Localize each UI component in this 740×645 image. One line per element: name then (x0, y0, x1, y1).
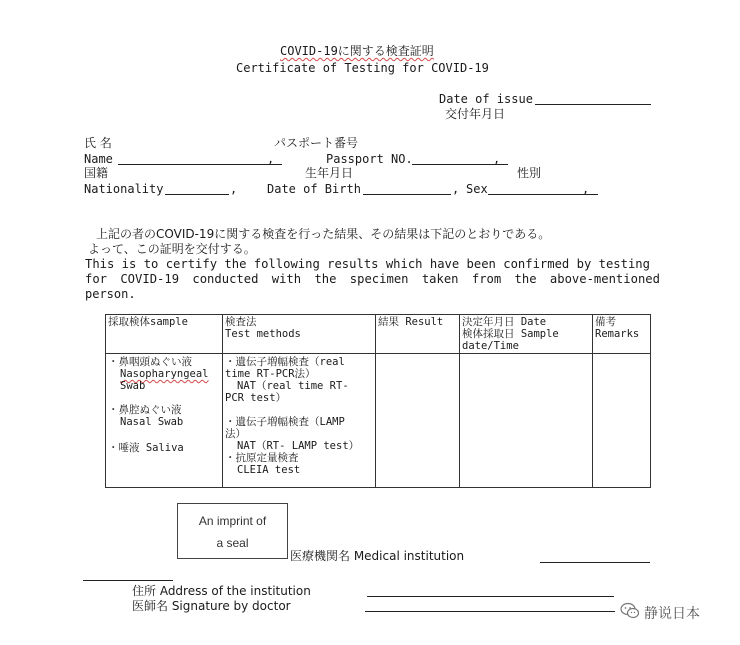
method-antigen-jp: ・抗原定量検査 (225, 452, 299, 464)
date-cell (460, 354, 593, 488)
address-label: 住所 Address of the institution (132, 584, 311, 598)
dob-comma: , (452, 182, 460, 196)
wechat-icon (620, 602, 640, 624)
header-remarks: 備考 Remarks (593, 315, 651, 354)
nationality-comma: , (230, 182, 238, 196)
passport-label: Passport NO. (326, 152, 413, 166)
method-pcr-jp-cont: time RT-PCR法） (225, 368, 316, 380)
nationality-label: Nationality (84, 182, 164, 196)
remarks-cell (593, 354, 651, 488)
sample-cell (106, 354, 223, 488)
method-lamp-en: NAT（RT- LAMP test） (237, 440, 360, 452)
table-header-row (106, 315, 651, 354)
sex-label: Sex (466, 182, 488, 196)
header-result: 結果 Result (376, 315, 460, 354)
sample-swab-en: Swab (120, 380, 146, 392)
issue-date-jp-label: 交付年月日 (445, 107, 506, 121)
method-antigen-en: CLEIA test (237, 464, 301, 476)
results-table (105, 314, 651, 488)
passport-comma: , (493, 152, 501, 166)
nationality-jp-label: 国籍 (84, 166, 109, 180)
header-date: 決定年月日 Date 検体採取日 Sample date/Time (460, 315, 593, 354)
name-comma: , (267, 152, 275, 166)
name-jp-label: 氏 名 (84, 136, 112, 150)
method-pcr-en: NAT（real time RT- (237, 380, 349, 392)
doctor-signature-line (365, 611, 615, 612)
address-field-line (367, 596, 614, 597)
statement-en-line1: This is to certify the following results which have been confirmed by testing (85, 257, 650, 271)
medical-institution-label: 医療機関名 Medical institution (290, 549, 465, 563)
sample-nasal-jp: ・鼻腔ぬぐい液 (108, 404, 182, 416)
medical-institution-line (540, 562, 650, 563)
result-cell (376, 354, 460, 488)
statement-en-line3: person. (85, 287, 136, 301)
sample-saliva: ・唾液 Saliva (108, 442, 184, 454)
watermark-text: 静说日本 (644, 606, 700, 622)
header-sample: 採取検体sample (106, 315, 223, 354)
statement-jp-line2: よって、この証明を交付する。 (88, 242, 256, 256)
title-jp: COVID-19に関する検査証明 (280, 44, 434, 58)
left-signature-line (83, 580, 173, 581)
dob-label: Date of Birth (267, 182, 361, 196)
sample-nasopharyngeal-jp: ・鼻咽頭ぬぐい液 (108, 356, 192, 368)
method-pcr-en-cont: PCR test） (225, 392, 287, 404)
sample-nasopharyngeal-en: Nasopharyngeal (120, 368, 209, 380)
date-of-issue-label: Date of issue (439, 92, 533, 106)
method-lamp-jp: ・遺伝子増幅検査（LAMP (225, 416, 345, 428)
nationality-field-line (165, 194, 229, 195)
statement-en-line2: for COVID-19 conducted with the specimen taken from the above-mentioned (85, 272, 660, 286)
name-label: Name (84, 152, 113, 166)
method-lamp-jp-cont: 法） (225, 428, 246, 440)
seal-box: An imprint of a seal (177, 503, 288, 559)
date-of-issue-line (535, 104, 651, 105)
title-en: Certificate of Testing for COVID-19 (236, 61, 489, 75)
passport-jp-label: パスポート番号 (274, 136, 359, 150)
header-test-methods: 検査法 Test methods (223, 315, 376, 354)
table-row (106, 354, 651, 488)
doctor-signature-label: 医師名 Signature by doctor (132, 599, 291, 613)
method-pcr-jp: ・遺伝子増幅検査（real (225, 356, 345, 368)
sex-comma: , (582, 182, 590, 196)
sex-jp-label: 性別 (517, 166, 542, 180)
dob-jp-label: 生年月日 (305, 166, 354, 180)
dob-field-line (363, 194, 451, 195)
name-field-line (118, 164, 282, 165)
statement-jp-line1: 上記の者のCOVID-19に関する検査を行った結果、その結果は下記のとおりである。 (96, 227, 551, 241)
watermark (620, 602, 700, 624)
methods-cell (223, 354, 376, 488)
sample-nasal-en: Nasal Swab (120, 416, 184, 428)
